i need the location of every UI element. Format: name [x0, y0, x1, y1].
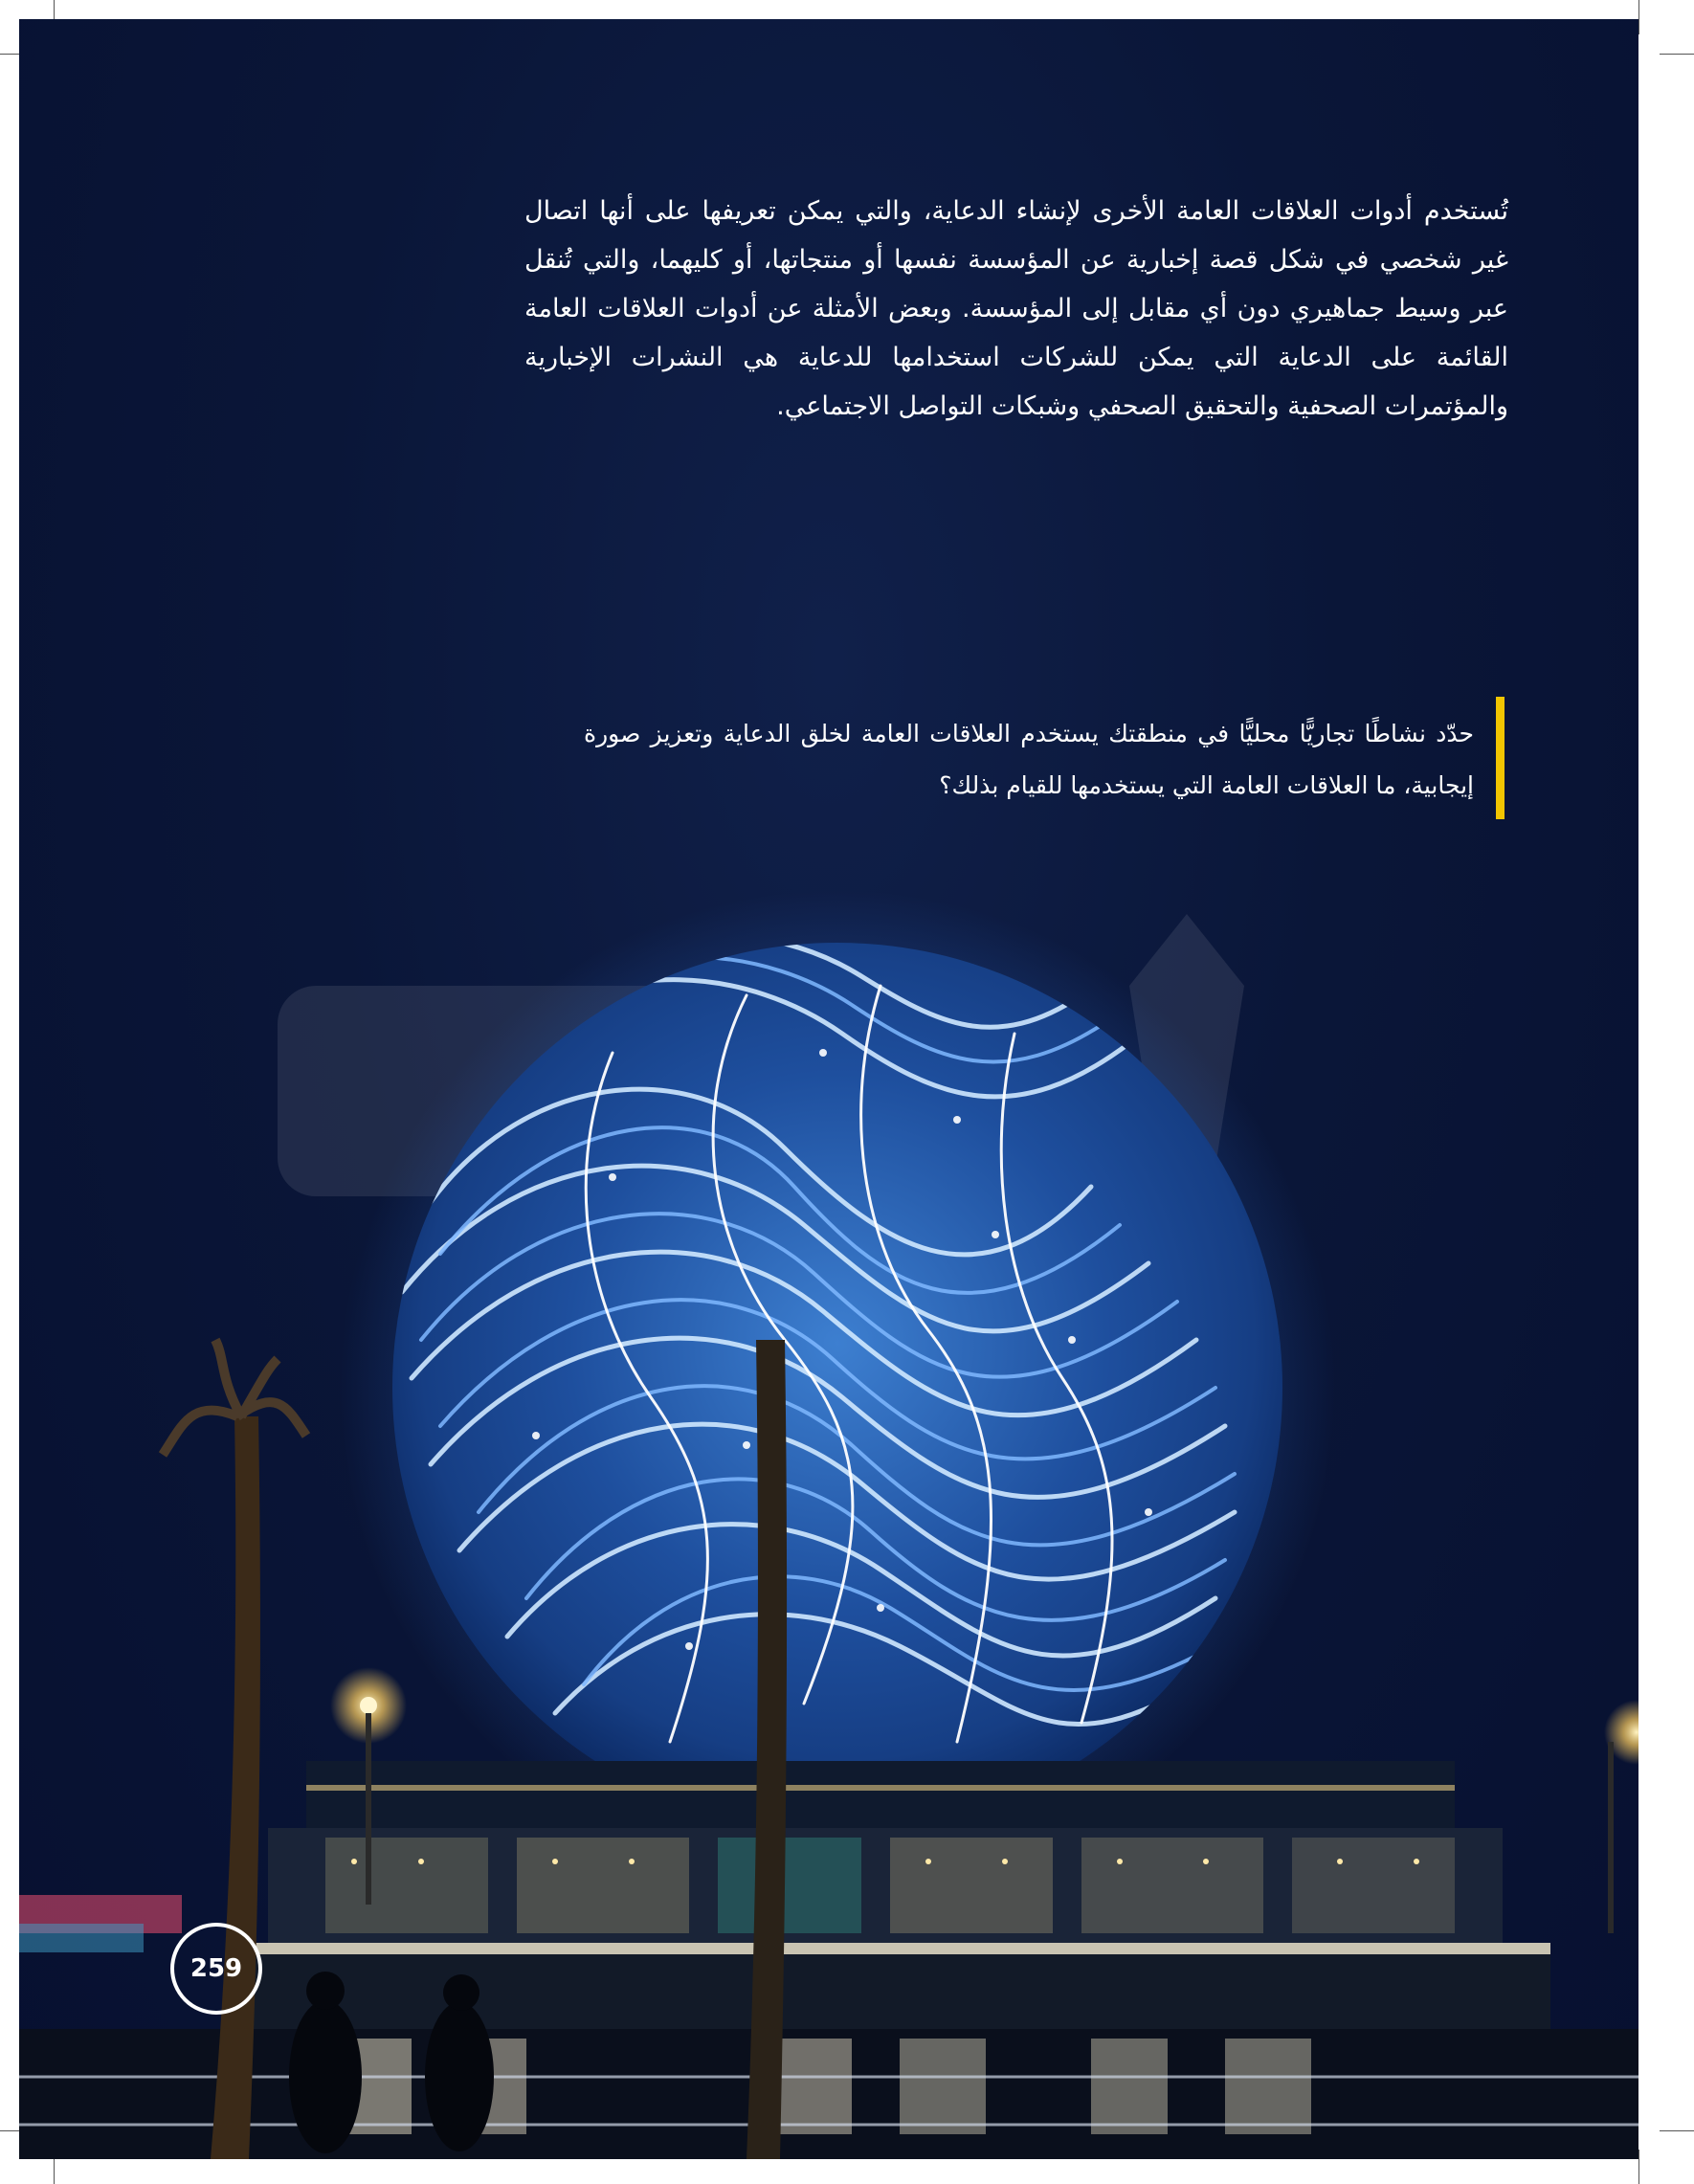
- crop-mark: [1660, 54, 1694, 55]
- left-colorful-lights: [19, 1895, 182, 1952]
- question-prompt: حدّد نشاطًا تجاريًّا محليًّا في منطقتك يستخدم العلاقات العامة لخلق الدعاية وتعزيز صورة إيجابية، ما العلاقات العامة التي يستخدمها للقيام بذلك؟: [584, 720, 1474, 799]
- question-accent-bar: [1496, 697, 1505, 819]
- page-number: 259: [170, 1923, 262, 2015]
- crop-mark: [1638, 2150, 1639, 2184]
- textbook-page: [19, 19, 1638, 2159]
- crop-mark: [1660, 2130, 1694, 2131]
- article-paragraph: تُستخدم أدوات العلاقات العامة الأخرى لإنشاء الدعاية، والتي يمكن تعريفها على أنها اتصال غير شخصي في شكل قصة إخبارية عن المؤسسة نفسها أو منتجاتها، أو كليهما، والتي تُنقل عبر وسيط جماهيري دون أي مقابل إلى المؤسسة. وبعض الأمثلة عن أدوات العلاقات العامة القائمة على الدعاية التي يمكن للشركات استخدامها للدعاية هي النشرات الإخبارية والمؤتمرات الصحفية والتحقيق الصحفي وشبكات التواصل الاجتماعي.: [524, 196, 1508, 421]
- led-sphere: [392, 943, 1282, 1833]
- building-base: [19, 1761, 1638, 2159]
- crop-mark: [1638, 0, 1639, 34]
